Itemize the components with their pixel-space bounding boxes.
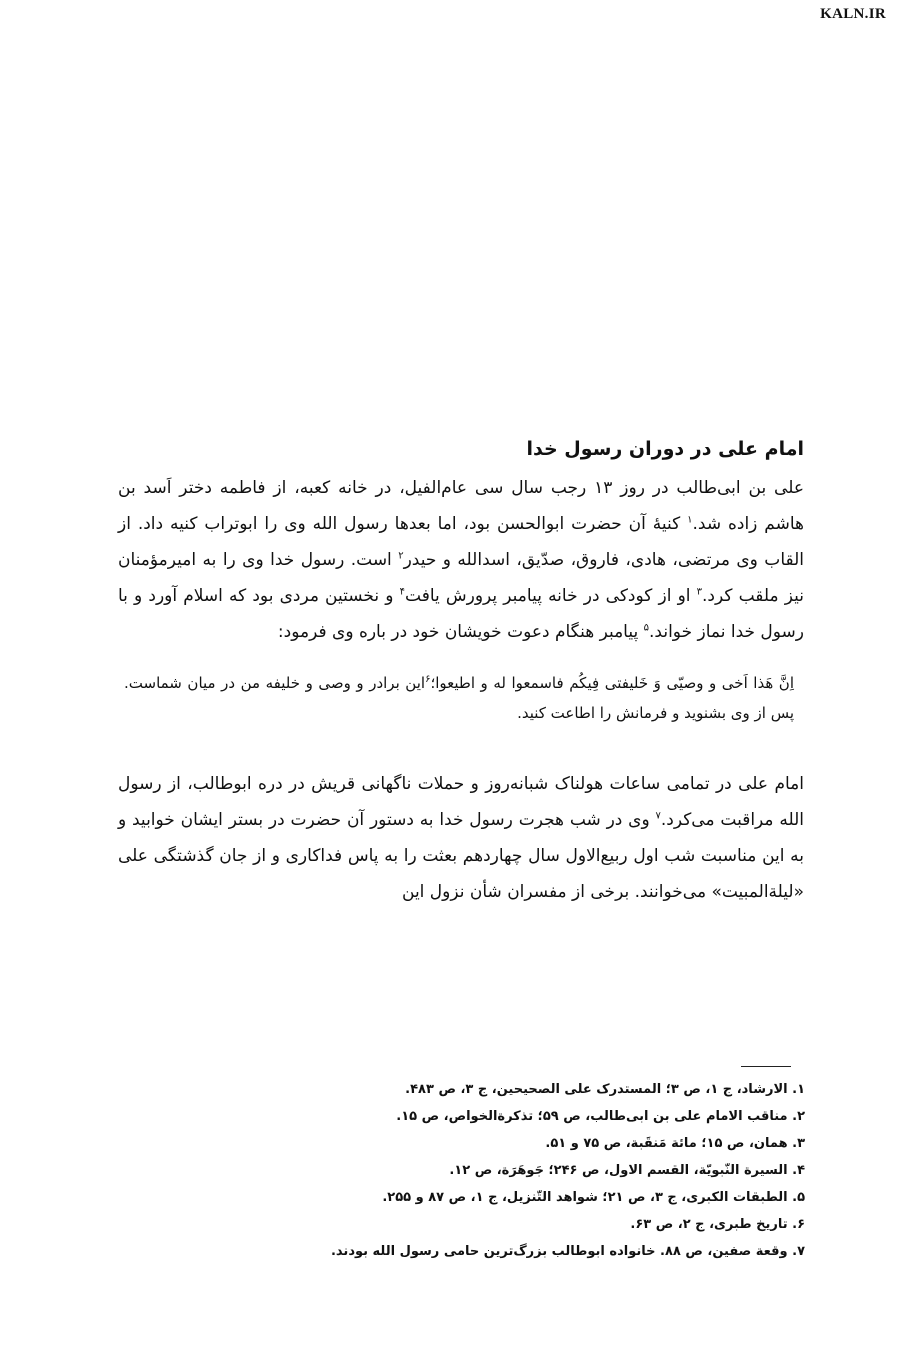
paragraph-1-text: کنیهٔ آن حضرت ابوالحسن بود، اما بعدها رسول الله وی را ابوتراب کنیه داد. از القاب وی مرتضی، هادی، فاروق، صدّیق، اسدالله و حیدر (118, 514, 804, 570)
footnote-divider (741, 1066, 791, 1067)
footnote-4: ۴. السیرة النّبویّة، القسم الاول، ص ۲۴۶؛ جَوهَرَة، ص ۱۲. (449, 1163, 805, 1178)
paragraph-1-text: و نخستین مردی بود که اسلام آورد و با رسول خدا نماز خواند. (118, 586, 804, 642)
quote-translation: این برادر و وصی و خلیفه من در میان شماست. پس از وی بشنوید و فرمانش را اطاعت کنید. (124, 674, 794, 722)
footnote-ref-3: ۳ (696, 586, 703, 598)
footnote-ref-6: ۶ (425, 674, 431, 685)
paragraph-1-text: علی بن ابی‌طالب در روز ۱۳ رجب سال سی عام‌الفیل، در خانه کعبه، از فاطمه دختر اَسد بن هاشم زاده شد. (118, 478, 805, 534)
footnotes (250, 1076, 805, 1265)
footnote-2: ۲. مناقب الامام علی بن ابی‌طالب، ص ۵۹؛ تذکرة‌الخواص، ص ۱۵. (396, 1109, 805, 1124)
page-body (118, 438, 804, 910)
paragraph-2-text: وی در شب هجرت رسول خدا به دستور آن حضرت در بستر ایشان خوابید و به این مناسبت شب اول ربیع‌الاول سال چهاردهم بعثت را به پاس فداکاری و از جان گذشتگی علی «لیلة‌المبیت» می‌خوانند. برخی از مفسران شأن نزول این (118, 810, 804, 902)
footnote-ref-2: ۲ (398, 550, 404, 562)
section-title: امام علی در دوران رسول خدا (526, 438, 804, 460)
paragraph-1-text: است. رسول خدا وی را به امیرمؤمنان نیز ملقب کرد. (118, 550, 804, 606)
footnote-ref-1: ۱ (687, 514, 693, 526)
footnote-6: ۶. تاریخ طبری، ج ۲، ص ۶۳. (630, 1217, 805, 1232)
paragraph-1 (118, 470, 804, 650)
footnote-3: ۳. همان، ص ۱۵؛ مائة مَنقَبة، ص ۷۵ و ۵۱. (545, 1136, 805, 1151)
footnote-ref-5: ۵ (643, 622, 650, 634)
footnote-1: ۱. الارشاد، ج ۱، ص ۳؛ المستدرک علی الصحیحین، ج ۳، ص ۴۸۳. (405, 1082, 805, 1097)
watermark: KALN.IR (820, 6, 886, 22)
hadith-quote (124, 668, 794, 728)
paragraph-1-text: پیامبر هنگام دعوت خویشان خود در باره وی فرمود: (277, 622, 644, 642)
footnote-7: ۷. وقعة صفین، ص ۸۸. خانواده ابوطالب بزرگ‌ترین حامی رسول الله بودند. (330, 1244, 805, 1259)
footnote-ref-7: ۷ (655, 810, 661, 822)
quote-arabic: اِنَّ هَذا اَخی و وصیّی وَ خَلیفتی فِیکُم فاسمعوا له و اطیعوا؛ (430, 674, 794, 692)
paragraph-2 (118, 766, 804, 910)
paragraph-1-text: او از کودکی در خانه پیامبر پرورش یافت (405, 586, 697, 606)
footnote-ref-4: ۴ (399, 586, 405, 598)
paragraph-2-text: امام علی در تمامی ساعات هولناک شبانه‌روز و حملات ناگهانی قریش در دره ابوطالب، از رسول الله مراقبت می‌کرد. (118, 774, 804, 830)
footnote-5: ۵. الطبقات الکبری، ج ۳، ص ۲۱؛ شواهد التّنزیل، ج ۱، ص ۸۷ و ۲۵۵. (382, 1190, 805, 1205)
